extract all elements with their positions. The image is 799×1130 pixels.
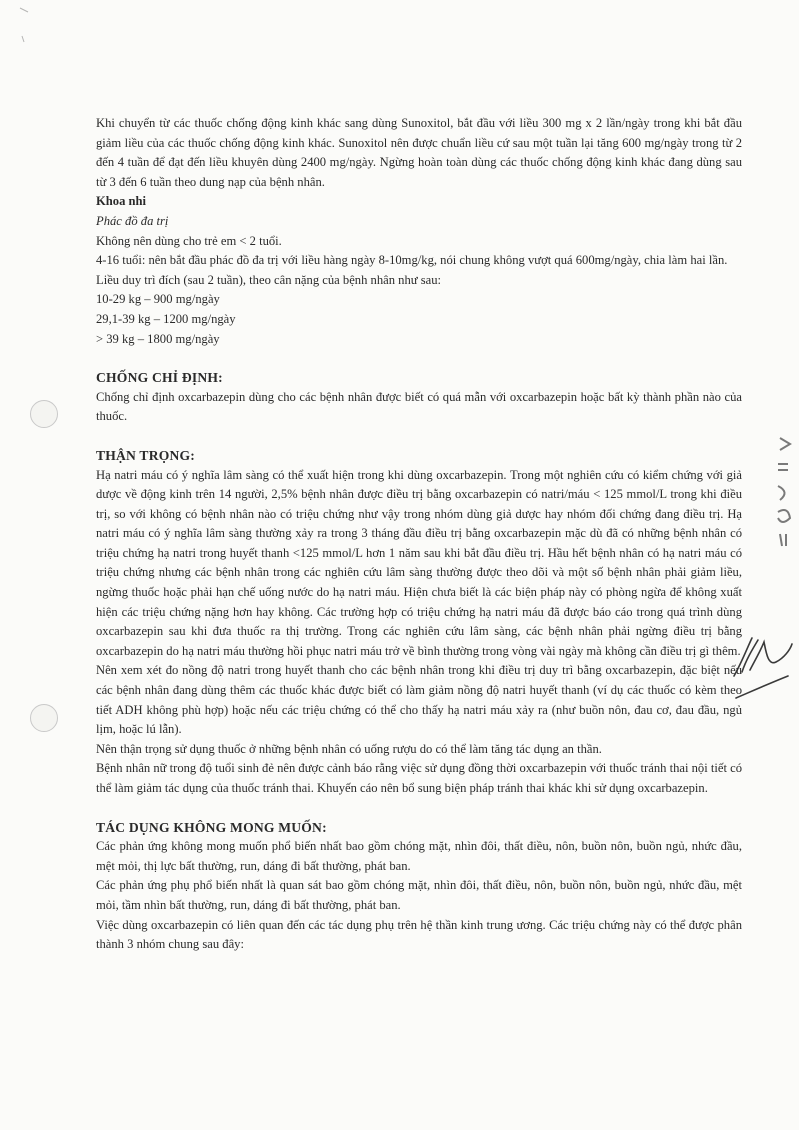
- intro-paragraph: Khi chuyển từ các thuốc chống động kinh khác sang dùng Sunoxitol, bắt đầu với liều 300 mg x 2 lần/ngày trong khi bắt đầu giảm liều của các thuốc chống động kinh khác. Sunoxitol nên được chuẩn liều cứ sau một tuần lại tăng 600 mg/ngày trong từ 2 đến 4 tuần để đạt đến liều khuyên dùng 2400 mg/ngày. Ngừng hoàn toàn dùng các thuốc chống động kinh khác đang dùng sau từ 3 đến 6 tuần theo dung nạp của bệnh nhân.: [96, 116, 742, 189]
- dose-line: 10-29 kg – 900 mg/ngày: [96, 292, 220, 307]
- precautions-paragraph: Bệnh nhân nữ trong độ tuổi sinh đẻ nên được cảnh báo rằng việc sử dụng đồng thời oxcarbazepin với thuốc tránh thai nội tiết có thể làm giảm tác dụng của thuốc tránh thai. Khuyến cáo nên bổ sung biện pháp tránh thai khác khi sử dụng oxcarbazepin.: [96, 761, 742, 795]
- side-effects-paragraph: Các phản ứng không mong muốn phổ biến nhất bao gồm chóng mặt, nhìn đôi, thất điều, nôn, buồn nôn, buồn ngủ, nhức đầu, mệt mỏi, thị lực bất thường, run, dáng đi bất thường, phát ban.: [96, 839, 742, 873]
- side-effects-paragraph: Các phản ứng phụ phổ biến nhất là quan sát bao gồm chóng mặt, nhìn đôi, thất điều, nôn, buồn nôn, buồn ngủ, nhức đầu, mệt mỏi, tầm nhìn bất thường, run, dáng đi bất thường, phát ban.: [96, 878, 742, 912]
- contraindications-paragraph: Chống chỉ định oxcarbazepin dùng cho các bệnh nhân được biết có quá mẫn với oxcarbazepin hoặc bất kỳ thành phần nào của thuốc.: [96, 389, 742, 424]
- punch-hole-top: [30, 400, 58, 428]
- punch-hole-bottom: [30, 704, 58, 732]
- pediatrics-line: Liều duy trì đích (sau 2 tuần), theo cân nặng của bệnh nhân như sau:: [96, 272, 442, 287]
- side-effects-heading: TÁC DỤNG KHÔNG MONG MUỐN:: [96, 819, 327, 835]
- pediatrics-line: 4-16 tuổi: nên bắt đầu phác đồ đa trị với liều hàng ngày 8-10mg/kg, nói chung không vượt quá 600mg/ngày, chia làm hai lần.: [96, 253, 728, 268]
- edge-stamp-fragment: [768, 434, 798, 554]
- precautions-heading: THẬN TRỌNG:: [96, 447, 196, 463]
- pediatrics-heading: Khoa nhi: [96, 194, 147, 209]
- document-body: [96, 114, 742, 955]
- dose-line: > 39 kg – 1800 mg/ngày: [96, 331, 220, 346]
- corner-scan-mark: [18, 6, 48, 46]
- side-effects-paragraph: Việc dùng oxcarbazepin có liên quan đến các tác dụng phụ trên hệ thần kinh trung ương. Các triệu chứng này có thể được phân thành 3 nhóm chung sau đây:: [96, 917, 742, 952]
- precautions-paragraph: Hạ natri máu có ý nghĩa lâm sàng có thể xuất hiện trong khi dùng oxcarbazepin. Trong một nghiên cứu có kiểm chứng với giả dược về động kinh trên 14 người, 2,5% bệnh nhân được điều trị bằng oxcarbazepin có natri/máu < 125 mmol/L trong khi điều trị, so với không có bệnh nhân nào có triệu chứng như vậy trong nhóm dùng giả dược hay nhóm đối chứng đang điều trị. Hạ natri máu có ý nghĩa lâm sàng thường xảy ra trong 3 tháng đầu điều trị bằng oxcarbazepin mặc dù đã có những bệnh nhân có triệu chứng hạ natri trong huyết thanh <125 mmol/L hơn 1 năm sau khi bắt đầu điều trị. Hầu hết bệnh nhân có hạ natri máu có triệu chứng nhưng các bệnh nhân trong các nghiên cứu lâm sàng thường được theo dõi và một số bệnh nhân phải giảm liều, ngừng thuốc hoặc phải hạn chế uống nước do hạ natri máu. Hiện chưa biết là các biện pháp này có phòng ngừa để không xuất hiện các triệu chứng nặng hơn hay không. Các trường hợp có triệu chứng hạ natri máu đã được báo cáo trong quá trình dùng oxcarbazepin sau khi đưa thuốc ra thị trường. Trong các nghiên cứu lâm sàng, các bệnh nhân phải ngừng điều trị bằng oxcarbazepin do hạ natri máu thường hồi phục natri máu trở về bình thường trong vòng vài ngày mà không cần điều trị gì thêm.: [96, 467, 742, 658]
- dose-line: 29,1-39 kg – 1200 mg/ngày: [96, 311, 236, 326]
- regimen-label: Phác đồ đa trị: [96, 213, 169, 228]
- pediatrics-line: Không nên dùng cho trẻ em < 2 tuổi.: [96, 233, 282, 248]
- precautions-paragraph: Nên xem xét đo nồng độ natri trong huyết thanh cho các bệnh nhân trong khi điều trị duy trì bằng oxcarbazepin, đặc biệt nếu các bệnh nhân đang dùng thêm các thuốc khác được biết có làm giảm nồng độ natri huyết thanh (ví dụ các thuốc có kèm theo tiết ADH không phù hợp) hoặc nếu các triệu chứng có thể cho thấy hạ natri máu xảy ra (như buồn nôn, đau cơ, đau đầu, ngủ lịm, hoặc lú lẫn).: [96, 663, 742, 737]
- contraindications-heading: CHỐNG CHỈ ĐỊNH:: [96, 370, 223, 386]
- precautions-paragraph: Nên thận trọng sử dụng thuốc ở những bệnh nhân có uống rượu do có thể làm tăng tác dụng an thần.: [96, 741, 602, 756]
